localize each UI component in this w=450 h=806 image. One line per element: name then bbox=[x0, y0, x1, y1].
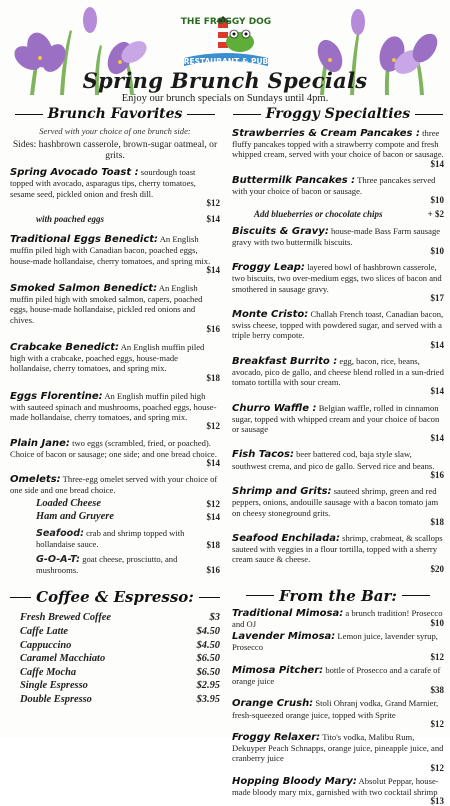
coffee-item: Single Espresso $2.95 bbox=[20, 680, 220, 692]
menu-item-fish-tacos: Fish Tacos: beer battered cod, baja style slaw, southwest crema, and pico de gallo. Served rice and beans. $16 bbox=[232, 449, 444, 480]
coffee-item: Caramel Macchiato $6.50 bbox=[20, 653, 220, 665]
menu-item-monte-cristo: Monte Cristo: Challah French toast, Canadian bacon, swiss cheese, topped with powdered sugar, and served with a triple berry compote. $14 bbox=[232, 309, 444, 350]
bar-item-orange-crush: Orange Crush: Stoli Ohranj vodka, Grand Marnier, fresh-squeezed orange juice, topped with Sprite $12 bbox=[232, 698, 444, 729]
menu-item-salmon-benedict: Smoked Salmon Benedict: An English muffin piled high with smoked salmon, capers, poached eggs, house-made hollandaise, pickled red onions and chives. $16 bbox=[10, 283, 220, 334]
menu-item-biscuits-gravy: Biscuits & Gravy: house-made Bass Farm sausage gravy with two buttermilk biscuits. $10 bbox=[232, 225, 444, 257]
page-subtitle: Enjoy our brunch specials on Sundays until 4pm. bbox=[121, 93, 329, 104]
avocado-addon: with poached eggs $14 bbox=[36, 214, 220, 225]
bar-item-lavender-mimosa: Lavender Mimosa: Lemon juice, lavender syrup, Prosecco $12 bbox=[232, 631, 444, 662]
page-title: Spring Brunch Specials bbox=[82, 68, 368, 93]
omelet-goat: G-O-A-T: goat cheese, prosciutto, and mushrooms. $16 bbox=[36, 553, 220, 576]
bar-item-traditional-mimosa: Traditional Mimosa: a brunch tradition! Prosecco and OJ $10 bbox=[232, 607, 444, 629]
coffee-item: Fresh Brewed Coffee $3 bbox=[20, 612, 220, 624]
bar-heading: From the Bar: bbox=[232, 586, 444, 606]
menu-item-crabcake-benedict: Crabcake Benedict: An English muffin piled high with a crabcake, poached eggs, house-made hollandaise, cherry tomatoes, and spring mix. $18 bbox=[10, 342, 220, 383]
menu-item-plain-jane: Plain Jane: two eggs (scrambled, fried, or poached). Choice of bacon or sausage; one side; and one bread choice. $14 bbox=[10, 437, 220, 469]
bar-item-froggy-relaxer: Froggy Relaxer: Tito's vodka, Malibu Rum, Dekuyper Peach Schnapps, orange juice, pineapple juice, and cranberry juice $12 bbox=[232, 731, 444, 773]
coffee-heading: Coffee & Espresso: bbox=[10, 587, 220, 607]
brunch-side-note: Served with your choice of one brunch side: bbox=[39, 126, 191, 136]
coffee-item: Caffe Mocha $6.50 bbox=[20, 666, 220, 678]
froggy-dog-logo-icon bbox=[178, 14, 274, 68]
coffee-list bbox=[10, 611, 220, 706]
coffee-item: Cappuccino $4.50 bbox=[20, 639, 220, 651]
menu-item-seafood-enchilada: Seafood Enchilada: shrimp, crabmeat, & scallops sauteed with veggies in a flour tortilla, topped with a sherry cream sauce & cheese. $20 bbox=[232, 532, 444, 574]
menu-item-breakfast-burrito: Breakfast Burrito : egg, bacon, rice, beans, avocado, pico de gallo, and cheese blend rolled in a sun-dried tomato tortilla with sour cream. $14 bbox=[232, 355, 444, 397]
menu-item-eggs-benedict: Traditional Eggs Benedict: An English muffin piled high with Canadian bacon, poached eggs, house-made hollandaise, cherry tomatoes, and spring mix. $14 bbox=[10, 234, 220, 275]
bar-item-mimosa-pitcher: Mimosa Pitcher: bottle of Prosecco and a carafe of orange juice $38 bbox=[232, 664, 444, 696]
bar-item-hopping-bloody-mary: Hopping Bloody Mary: Absolut Peppar, house-made bloody mary mix, garnished with two cocktail shrimp $13 bbox=[232, 775, 444, 806]
menu-item-shrimp-grits: Shrimp and Grits: sauteed shrimp, green and red peppers, onions, andouille sausage with a bacon tomato jam on cheesy stoneground grits. $18 bbox=[232, 486, 444, 527]
menu-item-omelets: Omelets: Three-egg omelet served with your choice of one side and one bread choice. bbox=[10, 474, 218, 496]
menu-item-eggs-florentine: Eggs Florentine: An English muffin piled high with sauteed spinach and mushrooms, poached eggs, house-made hollandaise, cherry tomatoes, and spring mix. $12 bbox=[10, 390, 220, 432]
omelet-loaded-cheese: Loaded Cheese $12 bbox=[36, 497, 220, 509]
omelet-ham-gruyere: Ham and Gruyere $14 bbox=[36, 510, 220, 522]
menu-item-buttermilk-pancakes: Buttermilk Pancakes : Three pancakes served with your choice of bacon or sausage. $10 bbox=[232, 174, 444, 206]
coffee-item: Double Espresso $3.95 bbox=[20, 693, 220, 705]
menu-item-strawberry-pancakes: Strawberries & Cream Pancakes : three fluffy pancakes topped with a strawberry compote and fresh whipped cream, served with your choice of bacon or sausage. $14 bbox=[232, 128, 444, 169]
menu-item-froggy-leap: Froggy Leap: layered bowl of hashbrown casserole, two biscuits, two over-medium eggs, two slices of bacon and smothered in sausage gravy. $17 bbox=[232, 262, 444, 303]
pancake-addon: Add blueberries or chocolate chips + $2 bbox=[254, 209, 444, 220]
omelet-seafood: Seafood: crab and shrimp topped with hollandaise sauce. $18 bbox=[36, 528, 220, 550]
brunch-sides: Sides: hashbrown casserole, brown-sugar oatmeal, or grits. bbox=[12, 139, 218, 162]
menu-item-churro-waffle: Churro Waffle : Belgian waffle, rolled in cinnamon sugar, topped with whipped cream and your choice of bacon or sausage $14 bbox=[232, 402, 444, 444]
logo-top-text: THE FROGGY DOG bbox=[180, 17, 272, 27]
coffee-item: Caffe Latte $4.50 bbox=[20, 625, 220, 637]
left-column bbox=[10, 104, 220, 706]
menu-item-avocado-toast: Spring Avocado Toast : sourdough toast topped with avocado, asparagus tips, cherry tomatoes, sesame seed, pickled onion and fresh dill. $12 bbox=[10, 167, 220, 208]
logo-bottom-text: RESTAURANT & PUB bbox=[183, 57, 269, 66]
brunch-favorites-heading: Brunch Favorites bbox=[10, 104, 220, 124]
froggy-specialties-heading: Froggy Specialties bbox=[232, 104, 444, 124]
right-column bbox=[232, 104, 444, 806]
